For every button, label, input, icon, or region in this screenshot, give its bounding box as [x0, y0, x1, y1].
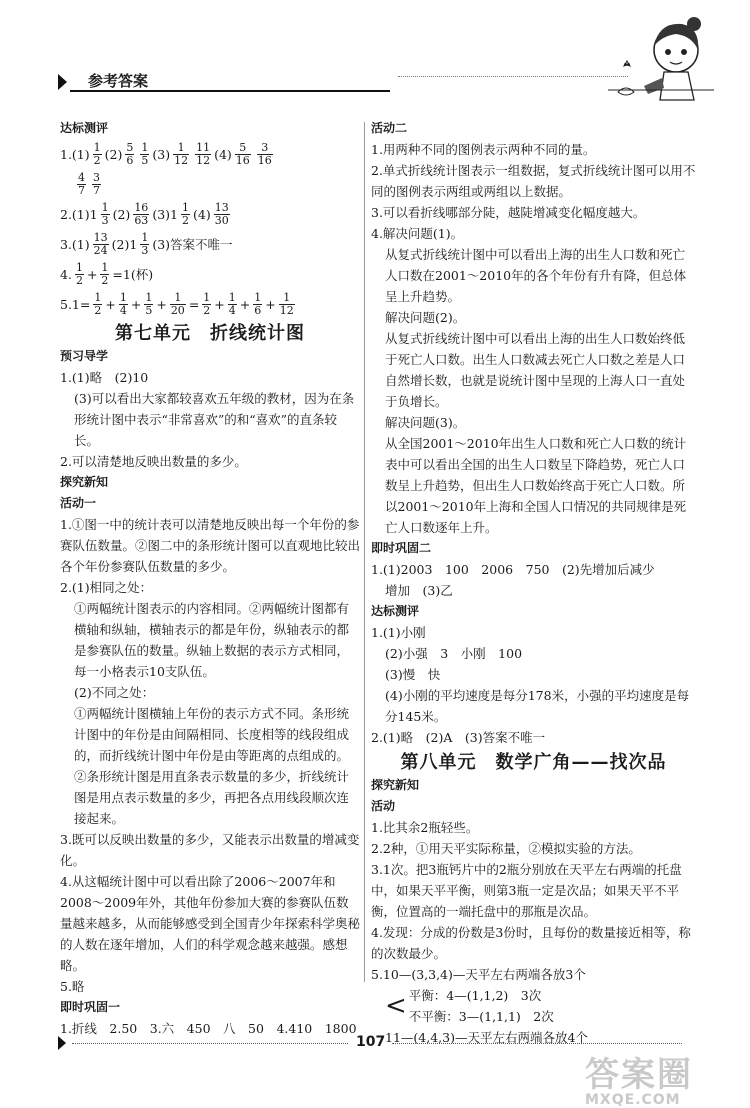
- answer-text: (2)小强 3 小刚 100: [385, 646, 523, 661]
- section-title: 达标测评: [371, 604, 420, 618]
- page-number: 107: [356, 1034, 386, 1050]
- fraction: $\frac{11}{12}$: [196, 140, 211, 167]
- answer-text: 1.①图一中的统计表可以清楚地反映出每一个年份的参赛队伍数量。②图二中的条形统计图可以直观地比较出各个年份参赛队伍数量的多少。: [60, 517, 361, 574]
- fraction: $\frac{1}{2}$: [181, 200, 189, 227]
- answer-text: 2.(1)略 (2)A (3)答案不唯一: [371, 730, 546, 745]
- answer-text: 1.(1)略 (2)10: [60, 370, 149, 385]
- fraction: $\frac{1}{20}$: [170, 290, 185, 317]
- header-title: 参考答案: [88, 72, 149, 90]
- left-column: [60, 118, 360, 1039]
- fraction: $\frac{1}{2}$: [203, 290, 211, 317]
- fraction: $\frac{5}{6}$: [126, 140, 134, 167]
- answer-text: 4.从这幅统计图中可以看出除了2006～2007年和2008～2009年外，其他年份参加大赛的参赛队伍数量越来越多，从而能够感受到全国青少年探索科学奥秘的人数在逐年增加，人们的科学观念越来越强。感想略。: [60, 874, 361, 973]
- fraction: $\frac{3}{16}$: [257, 140, 272, 167]
- answer-row: [60, 169, 360, 199]
- footer-dotted-rule: [72, 1043, 348, 1044]
- answer-text: 解决问题(3)。: [385, 415, 466, 430]
- answer-text: (2)不同之处：: [74, 685, 155, 700]
- answer-text: 从全国2001～2010年出生人口数和死亡人口数的统计表中可以看出全国的出生人口数呈下降趋势，死亡人口数呈上升趋势，但出生人口数始终高于死亡人口数。所以2001～2010年上海和全国人口情况的共同规律是死亡人口数逐年上升。: [385, 436, 687, 535]
- unit-heading: 第八单元 数学广角——找次品: [400, 752, 667, 773]
- fraction: $\frac{1}{5}$: [141, 140, 149, 167]
- fraction: $\frac{13}{24}$: [93, 230, 108, 257]
- answer-text: 1.(1)2003 100 2006 750 (2)先增加后减少: [371, 562, 655, 577]
- answer-text: 1.比其余2瓶轻些。: [371, 820, 479, 835]
- answer-text: 从复式折线统计图中可以看出上海的出生人口数始终低于死亡人口数。出生人口数减去死亡人口数之差是人口自然增长数，也就是说统计图中呈现的上海人口一直处于负增长。: [385, 331, 686, 409]
- fraction: $\frac{1}{12}$: [174, 140, 189, 167]
- answer-text: 5.略: [60, 979, 85, 994]
- answer-text: 3.既可以反映出数量的多少，又能表示出数量的增减变化。: [60, 832, 360, 868]
- answer-text: 1.折线 2.50 3.六 450 八 50 4.410 1800: [60, 1021, 357, 1036]
- answer-text: 11—(4,4,3)—天平左右两端各放4个: [385, 1030, 588, 1045]
- answer-text: 解决问题(2)。: [385, 310, 466, 325]
- section-title: 即时巩固二: [371, 541, 432, 555]
- fraction: $\frac{1}{3}$: [101, 200, 109, 227]
- answer-text: 1.(1)小刚: [371, 625, 426, 640]
- section-title: 探究新知: [371, 778, 420, 792]
- section-title: 达标测评: [60, 121, 109, 135]
- section-title: 预习导学: [60, 349, 109, 363]
- header-rule: [70, 90, 390, 92]
- section-title: 活动二: [371, 121, 408, 135]
- answer-text: 5.10—(3,3,4)—天平左右两端各放3个: [371, 967, 586, 982]
- answer-text: 1.用两种不同的图例表示两种不同的量。: [371, 142, 596, 157]
- answer-text: (3)可以看出大家都较喜欢五年级的教材，因为在条形统计图中表示“非常喜欢”的和“喜欢”的直条较长。: [74, 391, 355, 448]
- section-title: 即时巩固一: [60, 1000, 121, 1014]
- answer-text: (3)慢 快: [385, 667, 441, 682]
- branch-block: [371, 985, 696, 1027]
- answer-text: 3.可以看折线哪部分陡，越陡增减变化幅度越大。: [371, 205, 646, 220]
- fraction: $\frac{1}{2}$: [75, 260, 83, 287]
- answer-row: 4. $\frac{1}{2}$ + $\frac{1}{2}$ =1(杯): [60, 260, 154, 287]
- section-title: 活动: [371, 799, 396, 813]
- answer-text: ①两幅统计图横轴上年份的表示方式不同。条形统计图中的年份是由间隔相同、长度相等的线段组成的，而折线统计图中年份是由等距离的点组成的。②条形统计图是用直条表示数量的多少，折线统计图是用点表示数量的多少，再把各点用线段顺次连接起来。: [74, 706, 350, 826]
- section-title: 探究新知: [60, 475, 109, 489]
- fraction: $\frac{1}{6}$: [254, 290, 262, 317]
- answer-row: 5.1= $\frac{1}{2}$ + $\frac{1}{4}$ + $\frac{1}{5}$ + $\frac{1}{20}$ = $\frac{1}{2}$ + $\frac{1}{4}$ + $\frac{1}{6}$ + $\frac{1}{12}$: [60, 290, 294, 317]
- section-title: 活动一: [60, 496, 97, 510]
- brace-icon: <: [385, 991, 407, 1021]
- answer-row: 2.(1)1 $\frac{1}{3}$ (2) $\frac{16}{63}$ (3)1 $\frac{1}{2}$ (4) $\frac{13}{30}$: [60, 200, 229, 227]
- right-column: [371, 118, 696, 1048]
- answer-text: (4)小刚的平均速度是每分178米，小强的平均速度是每分145米。: [385, 688, 690, 724]
- fraction: $\frac{16}{63}$: [134, 200, 149, 227]
- header-dotted-rule: [398, 76, 628, 77]
- fraction: $\frac{1}{12}$: [279, 290, 294, 317]
- answer-row: 1.(1) $\frac{1}{2}$ (2) $\frac{5}{6}$ $\frac{1}{5}$ (3) $\frac{1}{12}$ $\frac{11}{12}$ (4) $\frac{5}{16}$ $\frac{3}{16}$: [60, 140, 272, 167]
- answer-text: 2.可以清楚地反映出数量的多少。: [60, 454, 247, 469]
- fraction: $\frac{4}{7}$: [78, 170, 85, 197]
- answer-text: 4.发现：分成的份数是3份时，且每份的数量接近相等，称的次数最少。: [371, 925, 691, 961]
- answer-text: 3.1次。把3瓶钙片中的2瓶分别放在天平左右两端的托盘中，如果天平平衡，则第3瓶一定是次品；如果天平不平衡，位置高的一端托盘中的那瓶是次品。: [371, 862, 682, 919]
- answer-text: 2.2种，①用天平实际称量，②模拟实验的方法。: [371, 841, 641, 856]
- fraction: $\frac{1}{4}$: [228, 290, 236, 317]
- mascot-girl-icon: [604, 8, 724, 108]
- footer-arrow-icon: [58, 1036, 66, 1050]
- answer-text: 不平衡：3—(1,1,1) 2次: [408, 1009, 554, 1024]
- watermark: 答案圈 MXQE.COM: [585, 1055, 693, 1108]
- fraction: $\frac{3}{7}$: [93, 170, 100, 197]
- answer-text: 2.(1)相同之处：: [60, 580, 153, 595]
- fraction: $\frac{1}{5}$: [145, 290, 153, 317]
- answer-row: 3.(1) $\frac{13}{24}$ (2)1 $\frac{1}{3}$ (3)答案不唯一: [60, 230, 233, 257]
- fraction: $\frac{1}{3}$: [141, 230, 149, 257]
- answer-text: ①两幅统计图表示的内容相同。②两幅统计图都有横轴和纵轴，横轴表示的都是年份，纵轴表示的都是参赛队伍的数量。纵轴上数据的表示方式相同，每一小格表示10支队伍。: [74, 601, 350, 679]
- fraction: $\frac{1}{2}$: [101, 260, 109, 287]
- fraction: $\frac{1}{2}$: [93, 140, 101, 167]
- answer-text: 2.单式折线统计图表示一组数据，复式折线统计图可以用不同的图例表示两组或两组以上数据。: [371, 163, 696, 199]
- fraction: $\frac{1}{2}$: [94, 290, 102, 317]
- answer-text: 平衡：4—(1,1,2) 3次: [408, 988, 542, 1003]
- answer-text: 4.解决问题(1)。: [371, 226, 464, 241]
- page-header: [58, 64, 628, 96]
- fraction: $\frac{5}{16}$: [235, 140, 250, 167]
- answer-text: 从复式折线统计图中可以看出上海的出生人口数和死亡人口数在2001～2010年的各个年份有升有降，但总体呈上升趋势。: [385, 247, 687, 304]
- header-arrow-icon: [58, 74, 67, 90]
- column-divider: [364, 122, 365, 982]
- unit-heading: 第七单元 折线统计图: [115, 323, 305, 344]
- fraction: $\frac{1}{4}$: [119, 290, 127, 317]
- fraction: $\frac{13}{30}$: [214, 200, 229, 227]
- answer-text: 增加 (3)乙: [385, 583, 453, 598]
- footer-dotted-rule: [392, 1043, 682, 1044]
